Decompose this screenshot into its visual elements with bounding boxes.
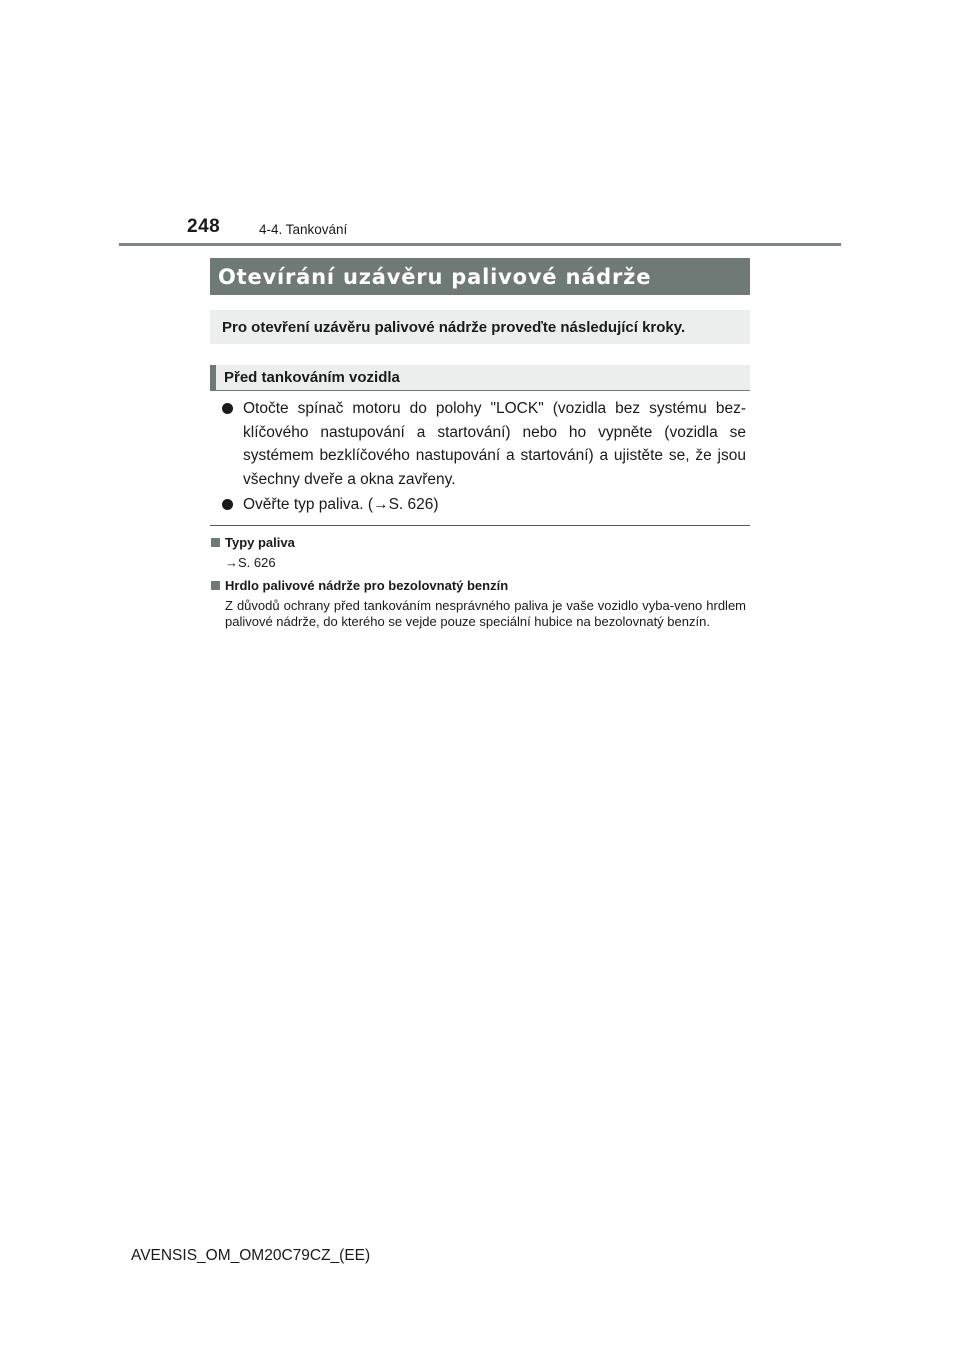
note-body: Z důvodů ochrany před tankováním nesprávného paliva je vaše vozidlo vyba-veno hrdlem palivové nádrže, do kterého se vejde pouze speciální hubice na bezolovnatý benzín. xyxy=(225,598,746,629)
note-filler-neck xyxy=(210,577,746,630)
notes-rule xyxy=(210,525,750,526)
note-title-text: Typy paliva xyxy=(225,535,295,550)
bullet-icon xyxy=(222,499,233,510)
bullet-icon xyxy=(222,403,233,414)
note-title xyxy=(210,534,746,551)
subheading-text: Před tankováním vozidla xyxy=(224,369,400,386)
title-bar xyxy=(210,258,750,295)
note-title-text: Hrdlo palivové nádrže pro bezolovnatý benzín xyxy=(225,578,509,593)
header-rule xyxy=(119,243,841,246)
page-title: Otevírání uzávěru palivové nádrže xyxy=(218,264,652,289)
bullet-text: Ověřte typ paliva. (→S. 626) xyxy=(243,496,439,513)
intro-box xyxy=(210,310,750,344)
page-number: 248 xyxy=(187,216,221,237)
square-icon xyxy=(211,581,220,590)
subheading xyxy=(210,365,750,391)
list-item xyxy=(222,397,746,491)
intro-text: Pro otevření uzávěru palivové nádrže proveďte následující kroky. xyxy=(222,318,686,336)
footer-code: AVENSIS_OM_OM20C79CZ_(EE) xyxy=(131,1247,371,1264)
note-body: →S. 626 xyxy=(225,555,276,570)
bullet-list xyxy=(222,397,746,519)
section-name: 4-4. Tankování xyxy=(259,222,348,237)
square-icon xyxy=(211,538,220,547)
list-item xyxy=(222,493,746,517)
note-fuel-types xyxy=(210,534,746,571)
note-title xyxy=(210,577,746,594)
bullet-text: Otočte spínač motoru do polohy "LOCK" (vozidla bez systému bez-klíčového nastupování a startování) nebo ho vypněte (vozidla se systémem bezklíčového nastupování a startování) a ujistěte se, že jsou všechny dveře a okna zavřeny. xyxy=(243,400,746,488)
